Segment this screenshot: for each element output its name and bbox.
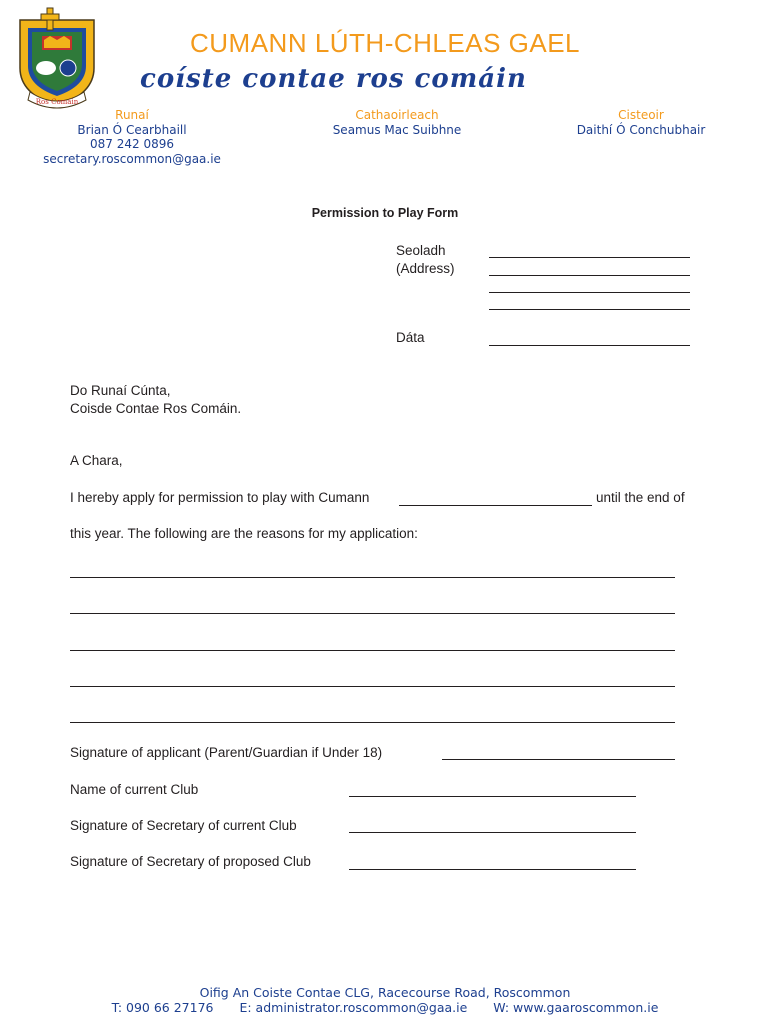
date-line[interactable] [489, 345, 690, 346]
address-line-4[interactable] [489, 309, 690, 310]
secretary-current-label: Signature of Secretary of current Club [70, 818, 297, 833]
address-label: Seoladh [396, 243, 446, 258]
cumann-line[interactable] [399, 505, 592, 506]
address-line-3[interactable] [489, 292, 690, 293]
officer-name: Daithí Ó Conchubhair [576, 122, 706, 137]
signature-applicant-label: Signature of applicant (Parent/Guardian if Under 18) [70, 745, 383, 760]
current-club-label: Name of current Club [70, 782, 199, 797]
reason-line-2[interactable] [70, 613, 675, 614]
salutation: A Chara, [70, 453, 123, 468]
reason-line-1[interactable] [70, 577, 675, 578]
footer-web[interactable]: W: www.gaaroscommon.ie [493, 1000, 659, 1015]
officer-chairman [297, 108, 497, 137]
footer-address: Oifig An Coiste Contae CLG, Racecourse Road, Roscommon [199, 985, 571, 1000]
footer-contacts [0, 1000, 770, 1015]
secretary-proposed-line[interactable] [349, 869, 636, 870]
reason-line-5[interactable] [70, 722, 675, 723]
apply-text-end: until the end of [596, 490, 685, 505]
recipient-line-2: Coisde Contae Ros Comáin. [70, 401, 242, 416]
form-title: Permission to Play Form [311, 206, 459, 220]
reason-line-4[interactable] [70, 686, 675, 687]
date-label: Dáta [396, 330, 425, 345]
address-line-2[interactable] [489, 275, 690, 276]
officer-phone: 087 242 0896 [90, 137, 174, 151]
footer-email[interactable]: E: administrator.roscommon@gaa.ie [239, 1000, 468, 1015]
officer-treasurer [541, 108, 741, 137]
reasons-text: this year. The following are the reasons for my application: [70, 526, 418, 541]
recipient-line-1: Do Runaí Cúnta, [70, 383, 171, 398]
signature-applicant-line[interactable] [442, 759, 675, 760]
officer-secretary [32, 108, 232, 166]
officer-name: Seamus Mac Suibhne [332, 122, 462, 137]
secretary-proposed-label: Signature of Secretary of proposed Club [70, 854, 311, 869]
officer-email: secretary.roscommon@gaa.ie [43, 151, 221, 166]
address-line-1[interactable] [489, 257, 690, 258]
address-label-english: (Address) [396, 261, 455, 276]
footer-phone: T: 090 66 27176 [111, 1000, 214, 1015]
county-board-title: coíste contae ros comáin [140, 64, 527, 94]
svg-text:Ros Comáin: Ros Comáin [35, 98, 79, 106]
reason-line-3[interactable] [70, 650, 675, 651]
organisation-title: CUMANN LÚTH-CHLEAS GAEL [189, 28, 580, 58]
apply-text: I hereby apply for permission to play with Cumann [70, 490, 370, 505]
officer-role: Runaí [115, 108, 149, 122]
officer-name: Brian Ó Cearbhaill [77, 122, 187, 137]
officer-role: Cathaoirleach [355, 108, 439, 122]
current-club-line[interactable] [349, 796, 636, 797]
secretary-current-line[interactable] [349, 832, 636, 833]
officer-role: Cisteoir [618, 108, 664, 122]
